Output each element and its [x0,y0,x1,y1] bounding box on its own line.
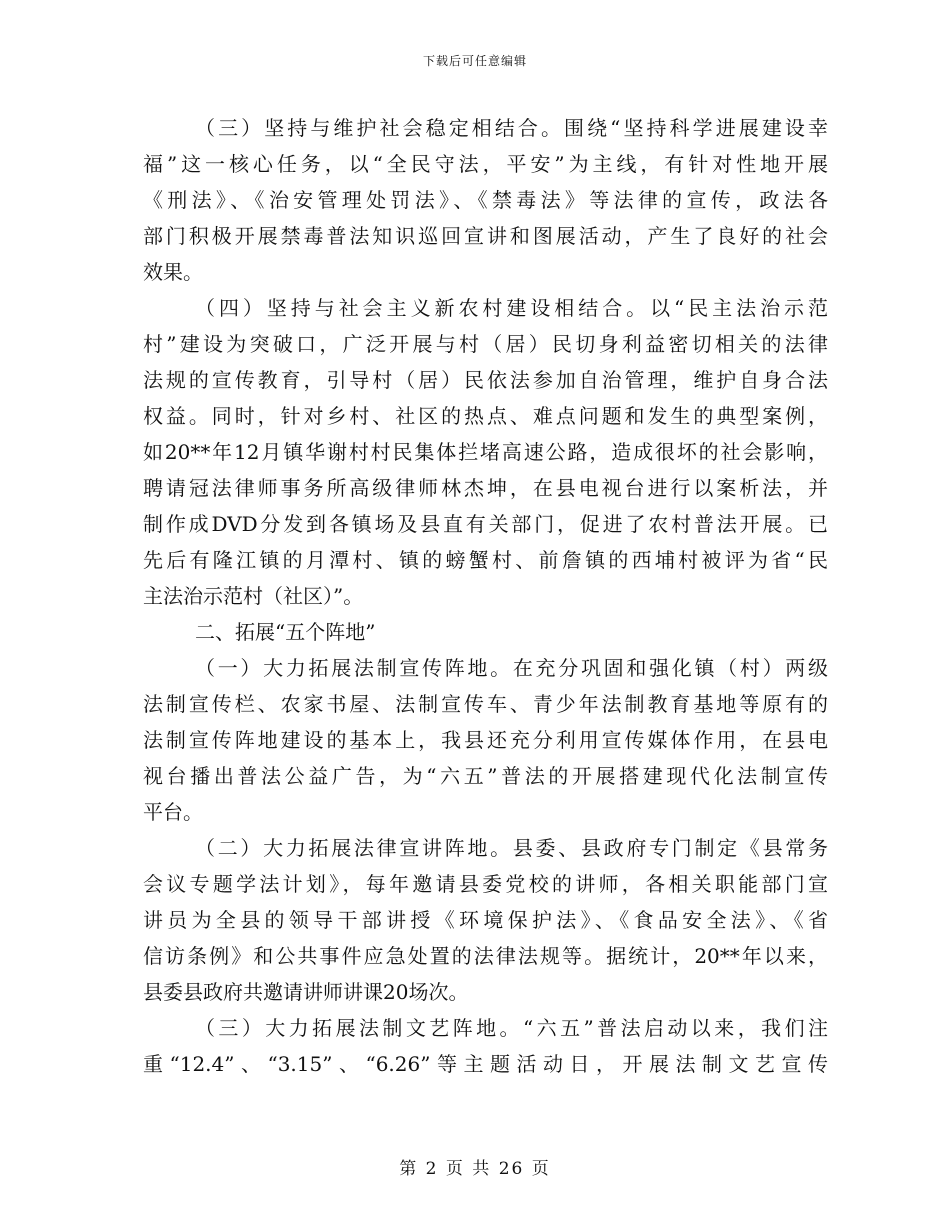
text-line: 制作成DVD分发到各镇场及县直有关部门，促进了农村普法开展。已 [143,512,828,536]
text-line: 权益。同时，针对乡村、社区的热点、难点问题和发生的典型案例， [143,404,828,428]
text-line: 主法治示范村（社区）”。 [143,584,364,608]
section-heading: 二、拓展“五个阵地” [195,620,376,644]
text-line: 聘请冠法律师事务所高级律师林杰坤，在县电视台进行以案析法，并 [143,476,828,500]
text-line: 先后有隆江镇的月潭村、镇的螃蟹村、前詹镇的西埔村被评为省“民 [143,548,828,572]
text-line: 村”建设为突破口，广泛开展与村（居）民切身利益密切相关的法律 [143,332,828,356]
text-line: （四）坚持与社会主义新农村建设相结合。以“民主法治示范 [195,296,828,320]
text-line: 视台播出普法公益广告，为“六五”普法的开展搭建现代化法制宣传 [143,764,828,788]
text-line: 会议专题学法计划》，每年邀请县委党校的讲师，各相关职能部门宣 [143,872,828,896]
text-line: （一）大力拓展法制宣传阵地。在充分巩固和强化镇（村）两级 [195,656,828,680]
text-line: 部门积极开展禁毒普法知识巡回宣讲和图展活动，产生了良好的社会 [143,224,828,248]
text-line: 福”这一核心任务，以“全民守法，平安”为主线，有针对性地开展 [143,152,828,176]
text-line: 法制宣传阵地建设的基本上，我县还充分利用宣传媒体作用，在县电 [143,728,828,752]
text-line: 信访条例》和公共事件应急处置的法律法规等。据统计，20**年以来， [143,944,828,968]
text-line: 法制宣传栏、农家书屋、法制宣传车、青少年法制教育基地等原有的 [143,692,828,716]
text-line: 法规的宣传教育，引导村（居）民依法参加自治管理，维护自身合法 [143,368,828,392]
text-line: 重“12.4”、“3.15”、“6.26”等主题活动日，开展法制文艺宣传 [143,1052,828,1076]
page-header-note: 下载后可任意编辑 [422,54,527,68]
text-line: 县委县政府共邀请讲师讲课20场次。 [143,980,469,1004]
text-line: （二）大力拓展法律宣讲阵地。县委、县政府专门制定《县常务 [195,836,828,860]
page-number: 第 2 页 共 26 页 [399,1159,551,1179]
text-line: 讲员为全县的领导干部讲授《环境保护法》、《食品安全法》、《省 [143,908,828,932]
text-line: （三）坚持与维护社会稳定相结合。围绕“坚持科学进展建设幸 [195,116,828,140]
text-line: 《刑法》、《治安管理处罚法》、《禁毒法》等法律的宣传，政法各 [143,188,828,212]
document-body [143,110,828,1082]
text-line: 效果。 [143,260,203,284]
text-line: 平台。 [143,800,203,824]
text-line: （三）大力拓展法制文艺阵地。“六五”普法启动以来，我们注 [195,1016,828,1040]
text-line: 如20**年12月镇华谢村村民集体拦堵高速公路，造成很坏的社会影响， [143,440,828,464]
